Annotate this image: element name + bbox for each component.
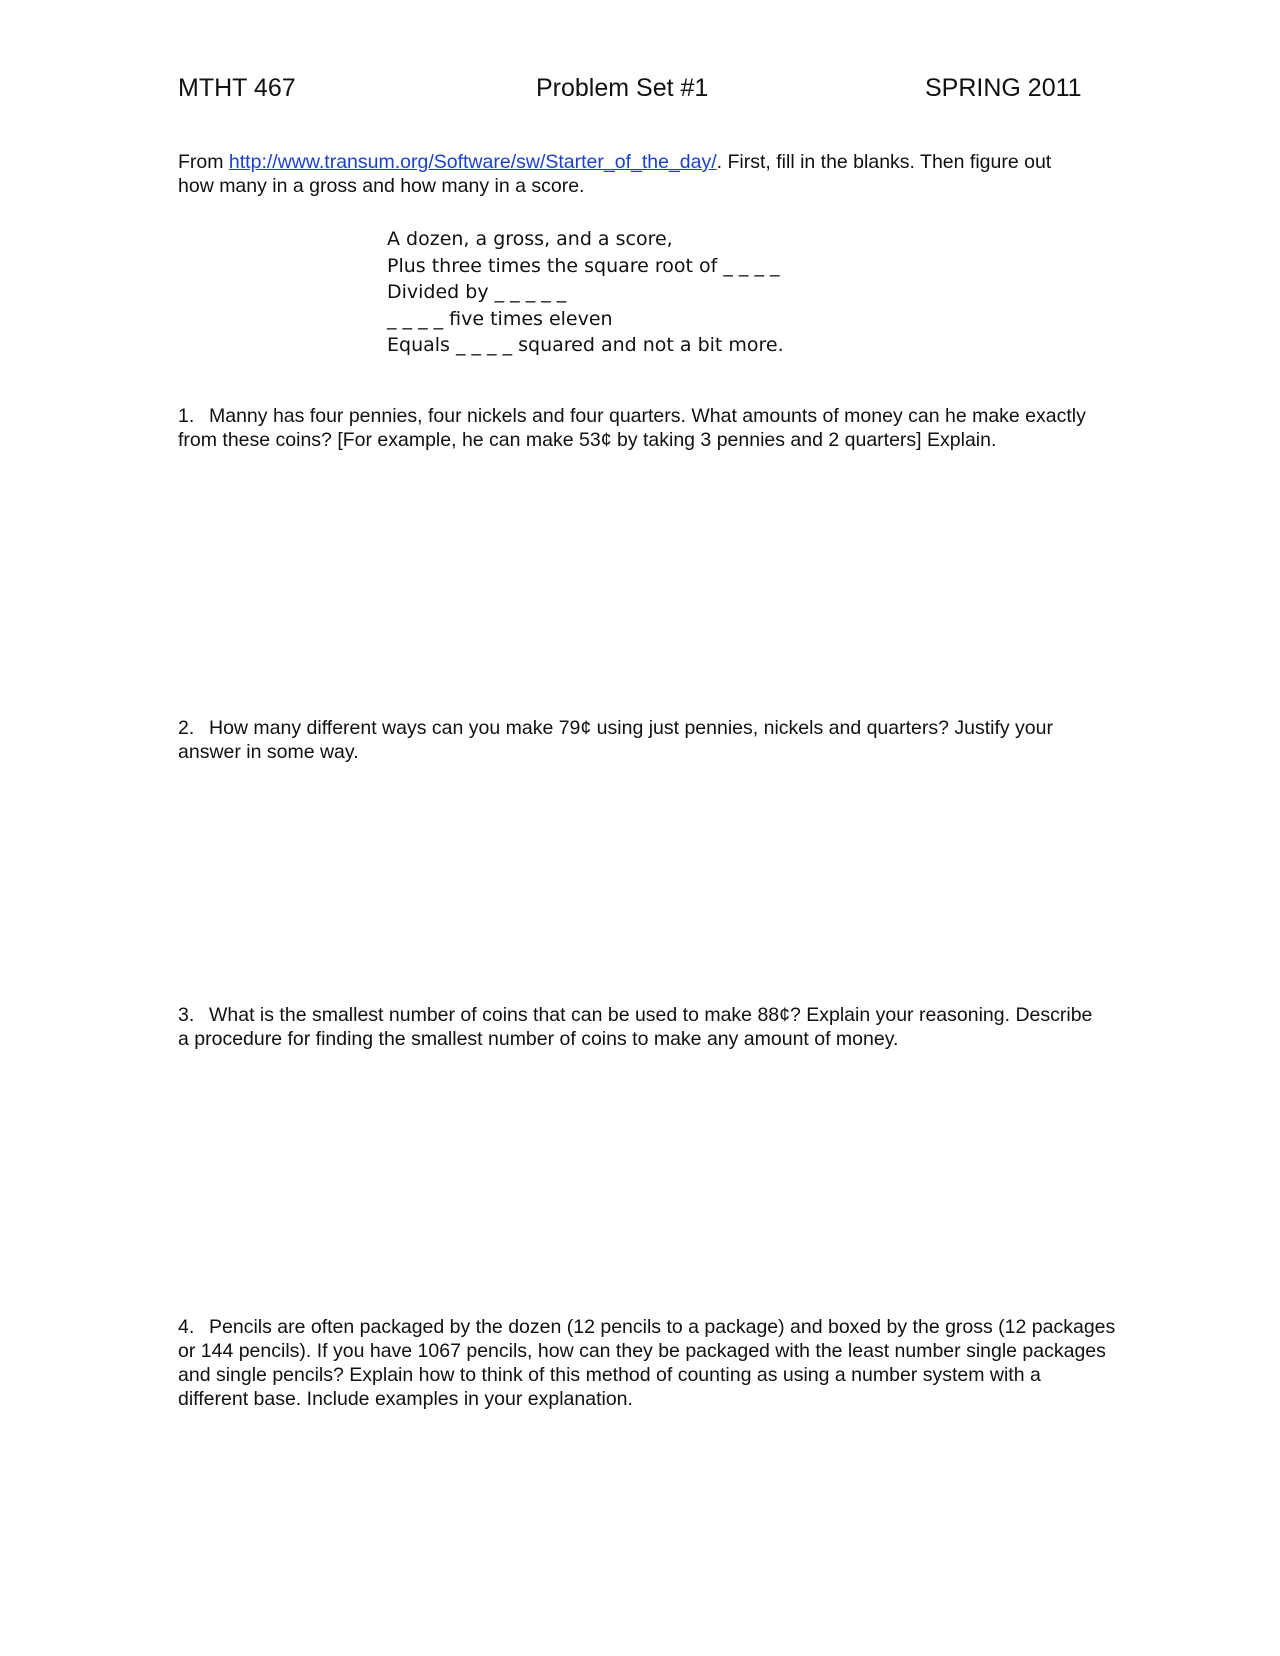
problem-1 [178,404,1098,452]
poem-line: Plus three times the square root of _ _ _ _ [387,254,780,277]
poem-line: Equals _ _ _ _ squared and not a bit more. [387,334,784,356]
intro-line-1 [178,150,1098,174]
problem-number: 4. [178,1316,195,1338]
problem-line: answer in some way. [178,741,359,763]
problem-line: from these coins? [For example, he can make 53¢ by taking 3 pennies and 2 quarters] Explain. [178,429,997,451]
problem-line: a procedure for finding the smallest number of coins to make any amount of money. [178,1028,899,1050]
problem-number: 2. [178,717,195,739]
problem-number: 3. [178,1004,195,1026]
problem-line [178,716,1098,740]
intro-prefix: From [178,151,229,173]
problem-text: Manny has four pennies, four nickels and four quarters. What amounts of money can he make exactly [209,405,1086,427]
intro-line-2: how many in a gross and how many in a score. [178,175,585,197]
poem-line: Divided by _ _ _ _ _ [387,281,567,303]
poem-block [387,226,784,359]
poem-line: _ _ _ _ five times eleven [387,307,613,330]
problem-line [178,1003,1098,1027]
problem-line [178,1315,1116,1339]
problem-line: and single pencils? Explain how to think of this method of counting as using a number system with a [178,1364,1041,1386]
page-title: Problem Set #1 [536,74,709,102]
problem-text: Pencils are often packaged by the dozen (12 pencils to a package) and boxed by the gross (12 packages [209,1316,1116,1338]
problem-2 [178,716,1098,764]
intro-paragraph [178,150,1098,198]
problem-text: How many different ways can you make 79¢ using just pennies, nickels and quarters? Justify your [209,717,1053,739]
problem-text: What is the smallest number of coins that can be used to make 88¢? Explain your reasoning. Describe [209,1004,1093,1026]
problem-number: 1. [178,405,195,427]
source-link[interactable]: http://www.transum.org/Software/sw/Starter_of_the_day/ [228,151,717,173]
problem-4 [178,1315,1116,1411]
course-code: MTHT 467 [178,74,296,102]
term-label: SPRING 2011 [925,74,1082,102]
problem-line [178,404,1098,428]
poem-line: A dozen, a gross, and a score, [387,228,673,250]
problem-line: different base. Include examples in your explanation. [178,1388,633,1410]
problem-3 [178,1003,1098,1051]
problem-line: or 144 pencils). If you have 1067 pencils, how can they be packaged with the least number single packages [178,1340,1106,1362]
intro-after-link: . First, fill in the blanks. Then figure out [716,151,1052,173]
